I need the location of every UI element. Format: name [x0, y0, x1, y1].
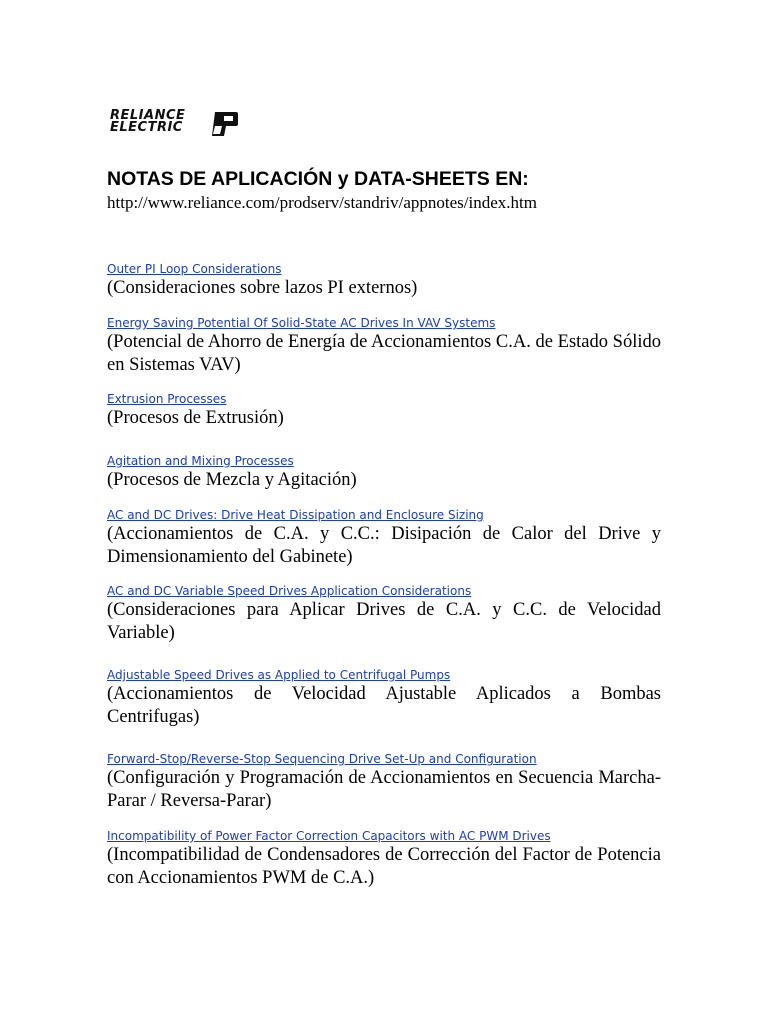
appnote-description: (Consideraciones sobre lazos PI externos)	[107, 278, 418, 298]
appnote-entry	[107, 391, 661, 430]
appnote-link[interactable]: Extrusion Processes	[107, 392, 227, 406]
appnote-link[interactable]: Outer PI Loop Considerations	[107, 262, 282, 276]
appnote-description: (Incompatibilidad de Condensadores de Corrección del Factor de Potencia con Accionamientos PWM de C.A.)	[107, 845, 661, 888]
appnote-entry	[107, 315, 661, 377]
appnote-link[interactable]: AC and DC Variable Speed Drives Application Considerations	[107, 584, 472, 598]
appnote-entry	[107, 751, 661, 813]
appnote-entry	[107, 828, 661, 890]
appnote-link[interactable]: AC and DC Drives: Drive Heat Dissipation and Enclosure Sizing	[107, 508, 484, 522]
appnote-description: (Procesos de Mezcla y Agitación)	[107, 470, 357, 490]
appnote-description: (Configuración y Programación de Accionamientos en Secuencia Marcha-Parar / Reversa-Parar)	[107, 768, 661, 811]
reliance-r-logo-icon	[212, 112, 238, 136]
reliance-electric-logo	[110, 110, 240, 140]
appnote-entry	[107, 453, 661, 492]
appnote-entry	[107, 667, 661, 729]
appnote-description: (Procesos de Extrusión)	[107, 408, 284, 428]
source-url: http://www.reliance.com/prodserv/standriv/appnotes/index.htm	[107, 193, 537, 212]
logo-line-1: RELIANCE	[110, 108, 186, 123]
appnote-link[interactable]: Incompatibility of Power Factor Correction Capacitors with AC PWM Drives	[107, 829, 551, 843]
appnote-description: (Accionamientos de C.A. y C.C.: Disipación de Calor del Drive y Dimensionamiento del Gabinete)	[107, 524, 661, 567]
appnote-entry	[107, 507, 661, 569]
appnote-entry	[107, 261, 661, 300]
appnote-link[interactable]: Agitation and Mixing Processes	[107, 454, 294, 468]
appnote-link[interactable]: Adjustable Speed Drives as Applied to Centrifugal Pumps	[107, 668, 451, 682]
appnote-description: (Potencial de Ahorro de Energía de Accionamientos C.A. de Estado Sólido en Sistemas VAV)	[107, 332, 661, 375]
appnote-link[interactable]: Energy Saving Potential Of Solid-State AC Drives In VAV Systems	[107, 316, 496, 330]
logo-wordmark	[110, 110, 185, 134]
logo-line-2: ELECTRIC	[110, 120, 183, 135]
appnote-entry	[107, 583, 661, 645]
appnote-description: (Consideraciones para Aplicar Drives de C.A. y C.C. de Velocidad Variable)	[107, 600, 661, 643]
appnote-link[interactable]: Forward-Stop/Reverse-Stop Sequencing Drive Set-Up and Configuration	[107, 752, 537, 766]
page-heading: NOTAS DE APLICACIÓN y DATA-SHEETS EN:	[107, 168, 529, 190]
appnote-description: (Accionamientos de Velocidad Ajustable Aplicados a Bombas Centrifugas)	[107, 684, 661, 727]
